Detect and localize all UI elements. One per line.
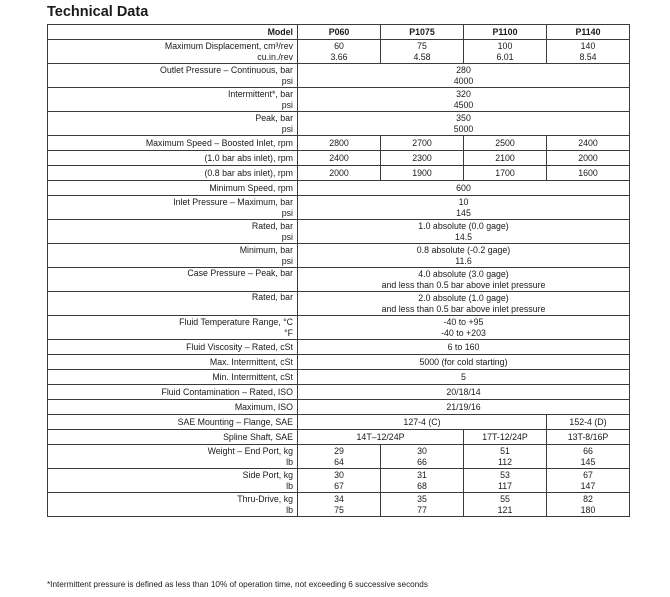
row-label: Inlet Pressure – Maximum, bar psi	[48, 196, 298, 220]
row-label: Fluid Temperature Range, °C °F	[48, 316, 298, 340]
technical-data-table	[47, 24, 630, 517]
table-row	[48, 136, 630, 151]
table-cell: 34 75	[298, 493, 381, 517]
table-cell: 53 117	[464, 469, 547, 493]
table-cell: 2100	[464, 151, 547, 166]
table-cell: 1600	[547, 166, 630, 181]
table-cell: 350 5000	[298, 112, 630, 136]
table-cell: 67 147	[547, 469, 630, 493]
table-row	[48, 268, 630, 292]
header-model-p1140: P1140	[547, 25, 630, 40]
row-label: Spline Shaft, SAE	[48, 430, 298, 445]
table-row	[48, 88, 630, 112]
table-row	[48, 493, 630, 517]
table-row	[48, 400, 630, 415]
table-cell: 5	[298, 370, 630, 385]
header-model-p1075: P1075	[381, 25, 464, 40]
table-row	[48, 244, 630, 268]
table-cell: 5000 (for cold starting)	[298, 355, 630, 370]
table-cell: 31 68	[381, 469, 464, 493]
row-label: Maximum Displacement, cm³/rev cu.in./rev	[48, 40, 298, 64]
row-label: Rated, bar psi	[48, 220, 298, 244]
table-cell: 6 to 160	[298, 340, 630, 355]
table-cell: 152-4 (D)	[547, 415, 630, 430]
table-cell: 75 4.58	[381, 40, 464, 64]
table-row	[48, 355, 630, 370]
table-cell: 30 67	[298, 469, 381, 493]
table-cell: 127-4 (C)	[298, 415, 547, 430]
row-label: Maximum, ISO	[48, 400, 298, 415]
row-label: Weight – End Port, kg lb	[48, 445, 298, 469]
row-label: Outlet Pressure – Continuous, bar psi	[48, 64, 298, 88]
table-row	[48, 112, 630, 136]
table-cell: 30 66	[381, 445, 464, 469]
table-cell: 29 64	[298, 445, 381, 469]
table-row	[48, 220, 630, 244]
table-cell: 35 77	[381, 493, 464, 517]
table-row	[48, 385, 630, 400]
row-label: Peak, bar psi	[48, 112, 298, 136]
table-cell: 280 4000	[298, 64, 630, 88]
table-cell: 2500	[464, 136, 547, 151]
table-cell: 20/18/14	[298, 385, 630, 400]
header-model-p1100: P1100	[464, 25, 547, 40]
table-cell: 140 8.54	[547, 40, 630, 64]
table-row	[48, 151, 630, 166]
row-label: Maximum Speed – Boosted Inlet, rpm	[48, 136, 298, 151]
table-cell: 66 145	[547, 445, 630, 469]
table-cell: 2000	[298, 166, 381, 181]
table-cell: 4.0 absolute (3.0 gage) and less than 0.5 bar above inlet pressure	[298, 268, 630, 292]
table-cell: 1700	[464, 166, 547, 181]
row-label: (0.8 bar abs inlet), rpm	[48, 166, 298, 181]
table-row	[48, 445, 630, 469]
header-model-label: Model	[48, 25, 298, 40]
table-cell: 0.8 absolute (-0.2 gage) 11.6	[298, 244, 630, 268]
table-row	[48, 181, 630, 196]
row-label: (1.0 bar abs inlet), rpm	[48, 151, 298, 166]
table-row	[48, 469, 630, 493]
table-cell: 600	[298, 181, 630, 196]
row-label: Case Pressure – Peak, bar	[48, 268, 298, 292]
header-model-p060: P060	[298, 25, 381, 40]
table-cell: -40 to +95 -40 to +203	[298, 316, 630, 340]
table-cell: 2400	[547, 136, 630, 151]
table-row	[48, 166, 630, 181]
row-label: Fluid Viscosity – Rated, cSt	[48, 340, 298, 355]
table-cell: 1900	[381, 166, 464, 181]
row-label: Max. Intermittent, cSt	[48, 355, 298, 370]
table-cell: 2.0 absolute (1.0 gage) and less than 0.5 bar above inlet pressure	[298, 292, 630, 316]
row-label: Intermittent*, bar psi	[48, 88, 298, 112]
table-cell: 320 4500	[298, 88, 630, 112]
table-row	[48, 340, 630, 355]
table-cell: 13T-8/16P	[547, 430, 630, 445]
row-label: Thru-Drive, kg lb	[48, 493, 298, 517]
table-row	[48, 40, 630, 64]
table-row	[48, 64, 630, 88]
table-cell: 2300	[381, 151, 464, 166]
table-cell: 55 121	[464, 493, 547, 517]
page-title: Technical Data	[47, 4, 149, 20]
header-row	[48, 25, 630, 40]
row-label: Rated, bar	[48, 292, 298, 316]
table-cell: 51 112	[464, 445, 547, 469]
table-cell: 2000	[547, 151, 630, 166]
row-label: Fluid Contamination – Rated, ISO	[48, 385, 298, 400]
table-row	[48, 370, 630, 385]
table-row	[48, 196, 630, 220]
table-cell: 1.0 absolute (0.0 gage) 14.5	[298, 220, 630, 244]
table-cell: 21/19/16	[298, 400, 630, 415]
table-cell: 60 3.66	[298, 40, 381, 64]
table-cell: 2400	[298, 151, 381, 166]
table-row	[48, 415, 630, 430]
table-cell: 2700	[381, 136, 464, 151]
row-label: Side Port, kg lb	[48, 469, 298, 493]
table-cell: 82 180	[547, 493, 630, 517]
table-cell: 17T-12/24P	[464, 430, 547, 445]
table-row	[48, 316, 630, 340]
table-cell: 14T–12/24P	[298, 430, 464, 445]
table-cell: 100 6.01	[464, 40, 547, 64]
table-row	[48, 430, 630, 445]
row-label: Minimum, bar psi	[48, 244, 298, 268]
table-cell: 10 145	[298, 196, 630, 220]
row-label: SAE Mounting – Flange, SAE	[48, 415, 298, 430]
table-cell: 2800	[298, 136, 381, 151]
row-label: Min. Intermittent, cSt	[48, 370, 298, 385]
footnote: *Intermittent pressure is defined as less than 10% of operation time, not exceeding 6 successive seconds	[47, 580, 428, 589]
row-label: Minimum Speed, rpm	[48, 181, 298, 196]
table-row	[48, 292, 630, 316]
